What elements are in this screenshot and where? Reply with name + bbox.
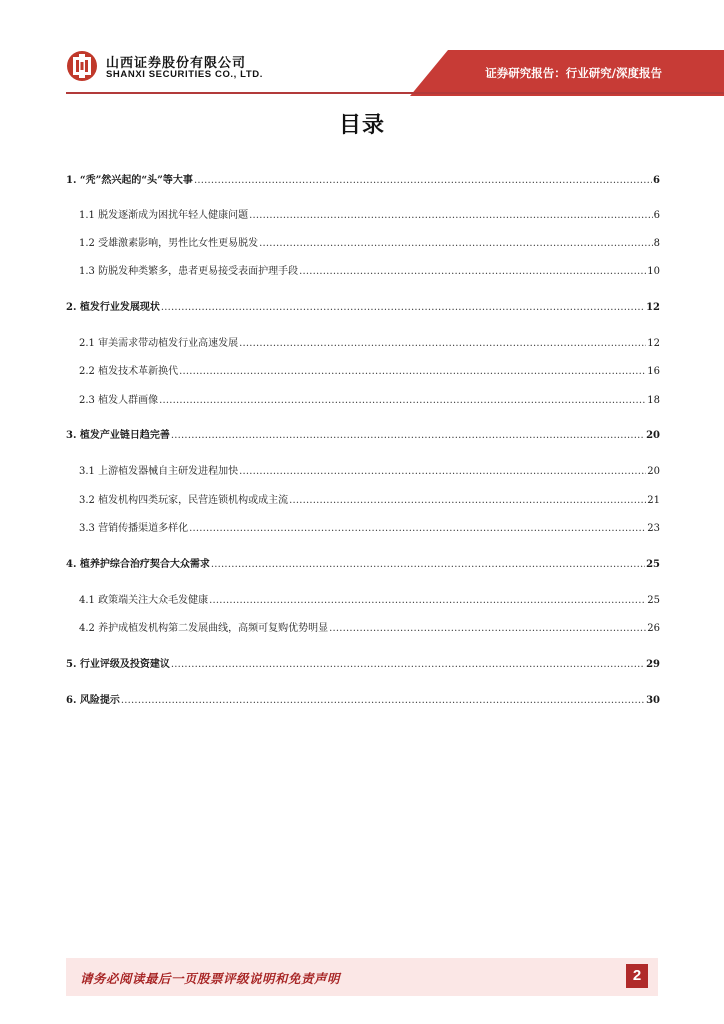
toc-leader xyxy=(239,338,646,349)
toc-entry-label: 5. 行业评级及投资建议 xyxy=(66,659,170,670)
toc-entry-label: 4.2 养护成植发机构第二发展曲线，高频可复购优势明显 xyxy=(79,623,329,634)
toc-entry[interactable] xyxy=(79,234,660,250)
toc-entry[interactable] xyxy=(79,362,660,378)
toc-leader xyxy=(171,430,645,441)
toc-entry-page: 25 xyxy=(647,595,660,606)
toc-entry[interactable] xyxy=(66,426,660,442)
header-divider xyxy=(66,92,724,94)
toc-entry-page: 16 xyxy=(647,366,660,377)
toc-leader xyxy=(159,395,646,406)
toc-leader xyxy=(289,495,646,506)
toc-entry[interactable] xyxy=(66,691,660,707)
toc-entry-label: 1.1 脱发逐渐成为困扰年轻人健康问题 xyxy=(79,210,249,221)
toc-entry-page: 10 xyxy=(647,266,660,277)
toc-leader xyxy=(194,175,652,186)
toc-entry-page: 20 xyxy=(646,430,660,441)
toc-leader xyxy=(179,366,646,377)
toc-entry-label: 2. 植发行业发展现状 xyxy=(66,302,160,313)
toc-entry-page: 26 xyxy=(647,623,660,634)
toc-entry[interactable] xyxy=(79,206,660,222)
report-type-tag: 证券研究报告：行业研究/深度报告 xyxy=(485,66,662,80)
toc-entry[interactable] xyxy=(79,619,660,635)
toc-entry-label: 3.3 营销传播渠道多样化 xyxy=(79,523,189,534)
toc-leader xyxy=(329,623,646,634)
page-title: 目录 xyxy=(338,113,385,138)
toc-entry-label: 4.1 政策端关注大众毛发健康 xyxy=(79,595,209,606)
toc-entry-label: 1.2 受雄激素影响，男性比女性更易脱发 xyxy=(79,238,259,249)
toc-entry-label: 4. 植养护综合治疗契合大众需求 xyxy=(66,559,210,570)
toc-entry[interactable] xyxy=(79,491,660,507)
toc-leader xyxy=(209,595,646,606)
toc-entry-label: 3.1 上游植发器械自主研发进程加快 xyxy=(79,466,239,477)
toc-entry[interactable] xyxy=(66,298,660,314)
toc-entry-label: 1. “秃”然兴起的“头”等大事 xyxy=(66,175,193,186)
toc-leader xyxy=(211,559,645,570)
toc-leader xyxy=(239,466,646,477)
toc-entry-page: 12 xyxy=(647,338,660,349)
toc-entry-label: 3. 植发产业链日趋完善 xyxy=(66,430,170,441)
toc-entry[interactable] xyxy=(79,262,660,278)
toc-entry-label: 6. 风险提示 xyxy=(66,695,120,706)
sxsec-logo-icon xyxy=(66,50,98,82)
toc-entry-page: 8 xyxy=(653,238,660,249)
toc-entry-page: 6 xyxy=(653,210,660,221)
toc-entry[interactable] xyxy=(79,334,660,350)
toc-entry-page: 6 xyxy=(653,175,660,186)
toc-entry-label: 2.3 植发人群画像 xyxy=(79,395,159,406)
toc-entry[interactable] xyxy=(66,171,660,187)
toc-entry[interactable] xyxy=(79,519,660,535)
toc-leader xyxy=(171,659,645,670)
toc-entry[interactable] xyxy=(79,462,660,478)
toc-entry[interactable] xyxy=(66,555,660,571)
toc-leader xyxy=(189,523,646,534)
toc-entry-page: 12 xyxy=(646,302,660,313)
toc-entry-label: 3.2 植发机构四类玩家，民营连锁机构或成主流 xyxy=(79,495,289,506)
toc-entry[interactable] xyxy=(66,655,660,671)
toc-leader xyxy=(121,695,645,706)
footer-disclaimer: 请务必阅读最后一页股票评级说明和免责声明 xyxy=(80,971,341,986)
toc-entry[interactable] xyxy=(79,391,660,407)
toc-entry-page: 23 xyxy=(647,523,660,534)
toc-leader xyxy=(249,210,653,221)
toc-entry-label: 2.1 审美需求带动植发行业高速发展 xyxy=(79,338,239,349)
toc-entry-page: 20 xyxy=(647,466,660,477)
toc-entry-page: 30 xyxy=(646,695,660,706)
toc-entry-page: 25 xyxy=(646,559,660,570)
toc-entry-label: 2.2 植发技术革新换代 xyxy=(79,366,179,377)
toc-leader xyxy=(161,302,645,313)
toc-entry-label: 1.3 防脱发种类繁多，患者更易接受表面护理手段 xyxy=(79,266,299,277)
company-name-en: SHANXI SECURITIES CO., LTD. xyxy=(106,69,263,80)
toc-leader xyxy=(259,238,653,249)
company-logo xyxy=(66,50,286,90)
page-number: 2 xyxy=(626,964,648,988)
company-name-cn: 山西证券股份有限公司 xyxy=(106,56,247,71)
toc-leader xyxy=(299,266,646,277)
toc-entry-page: 21 xyxy=(647,495,660,506)
toc-entry-page: 18 xyxy=(647,395,660,406)
toc-entry-page: 29 xyxy=(646,659,660,670)
toc-entry[interactable] xyxy=(79,591,660,607)
